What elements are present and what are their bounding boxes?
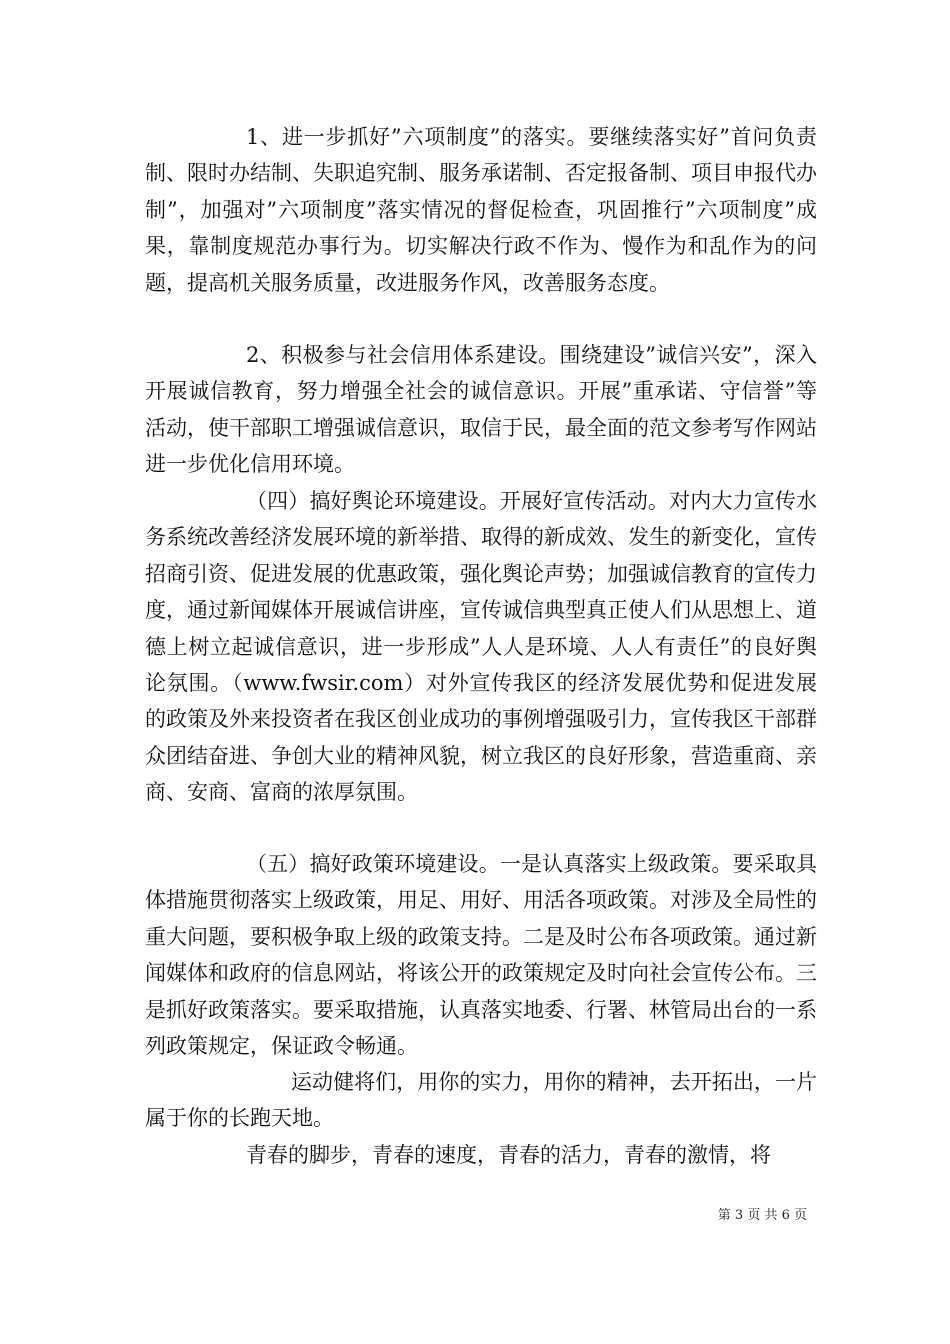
paragraph-2: 2、积极参与社会信用体系建设。围绕建设”诚信兴安”，深入开展诚信教育，努力增强全社会的诚信意识。开展”重承诺、守信誉”等活动，使干部职工增强诚信意识，取信于民，最全面的范文参考写作网站进一步优化信用环境。: [145, 343, 817, 477]
paragraph-5: 运动健将们，用你的实力，用你的精神，去开拓出，一片属于你的长跑天地。: [145, 1070, 817, 1131]
paragraph-3: （四）搞好舆论环境建设。开展好宣传活动。对内大力宣传水务系统改善经济发展环境的新举措、取得的新成效、发生的新变化，宣传招商引资、促进发展的优惠政策，强化舆论声势；加强诚信教育的宣传力度，通过新闻媒体开展诚信讲座，宣传诚信典型真正使人们从思想上、道德上树立起诚信意识，进一步形成”人人是环境、人人有责任”的良好舆论氛围。（www.fwsir.com）对外宣传我区的经济发展优势和促进发展的政策及外来投资者在我区创业成功的事例增强吸引力，宣传我区干部群众团结奋进、争创大业的精神风貌，树立我区的良好形象，营造重商、亲商、安商、富商的浓厚氛围。: [145, 489, 817, 805]
paragraph-4: （五）搞好政策环境建设。一是认真落实上级政策。要采取具体措施贯彻落实上级政策，用足、用好、用活各项政策。对涉及全局性的重大问题，要积极争取上级的政策支持。二是及时公布各项政策。通过新闻媒体和政府的信息网站，将该公开的政策规定及时向社会宣传公布。三是抓好政策落实。要采取措施，认真落实地委、行署、林管局出台的一系列政策规定，保证政令畅通。: [145, 852, 817, 1059]
page-number-footer: 第 3 页 共 6 页: [717, 1208, 807, 1223]
paragraph-6: 青春的脚步，青春的速度，青春的活力，青春的激情，将: [246, 1143, 771, 1167]
paragraph-1: 1、进一步抓好”六项制度”的落实。要继续落实好”首问负责制、限时办结制、失职追究制、服务承诺制、否定报备制、项目申报代办制”，加强对”六项制度”落实情况的督促检查，巩固推行”六项制度”成果，靠制度规范办事行为。切实解决行政不作为、慢作为和乱作为的问题，提高机关服务质量，改进服务作风，改善服务态度。: [145, 125, 817, 295]
